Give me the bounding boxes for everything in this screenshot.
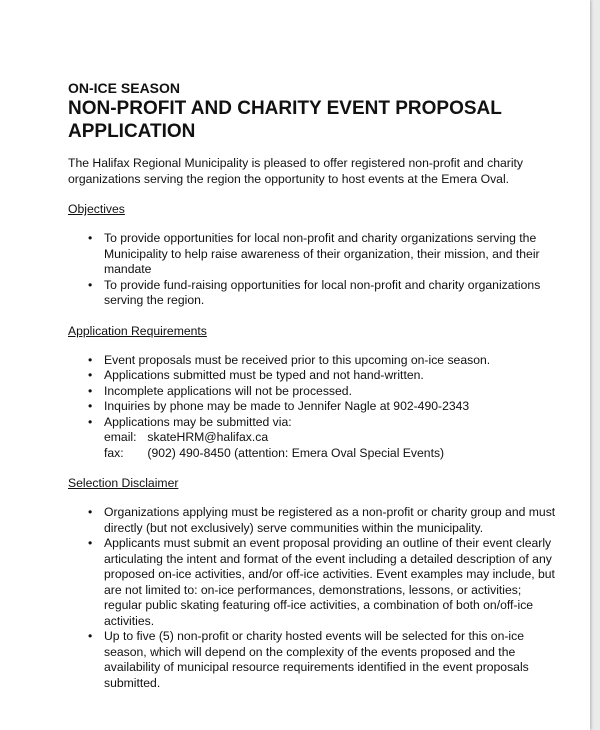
- bullet-icon: •: [88, 414, 93, 429]
- list-item-text: Applications submitted must be typed and not hand-written.: [104, 368, 424, 382]
- list-item: [68, 384, 558, 400]
- list-item-text: To provide opportunities for local non-profit and charity organizations serving the Municipality to help raise awareness of their organization, their mission, and their mandate: [104, 231, 540, 276]
- disclaimer-list: [68, 505, 558, 691]
- list-item-text: Inquiries by phone may be made to Jennifer Nagle at 902-490-2343: [104, 399, 470, 413]
- list-item: [68, 278, 558, 309]
- bullet-icon: •: [88, 629, 93, 643]
- requirements-heading: Application Requirements: [68, 323, 207, 338]
- season-kicker: ON-ICE SEASON: [68, 80, 181, 96]
- bullet-icon: •: [88, 399, 93, 413]
- bullet-icon: •: [88, 352, 93, 367]
- bullet-icon: •: [88, 383, 93, 398]
- email-address: skateHRM@halifax.ca: [147, 430, 269, 444]
- fax-label: fax:: [104, 445, 124, 460]
- document-title-line-2: APPLICATION: [68, 121, 196, 142]
- list-item: [68, 629, 558, 691]
- requirements-list: [68, 353, 558, 462]
- objectives-list: [68, 231, 558, 309]
- list-item: [68, 353, 558, 369]
- email-label: email:: [104, 430, 137, 444]
- list-item: [68, 399, 558, 415]
- list-item: [68, 415, 558, 462]
- bullet-icon: •: [88, 231, 93, 245]
- intro-paragraph: The Halifax Regional Municipality is pleased to offer registered non-profit and charity organizations serving the region the opportunity to host events at the Emera Oval.: [68, 156, 524, 186]
- document-title-line-1: NON-PROFIT AND CHARITY EVENT PROPOSAL: [68, 98, 502, 119]
- objectives-heading: Objectives: [68, 202, 125, 216]
- document-content: [68, 80, 558, 691]
- list-item-text: To provide fund-raising opportunities for local non-profit and charity organizations serving the region.: [104, 277, 541, 307]
- list-item-text: Applicants must submit an event proposal providing an outline of their event clearly articulating the intent and format of the event including a detailed description of any proposed on-ice activities, and/or off-ice activities. Event examples may include, but are not limited to: on-ice performances, demonstrations, lessons, or activities; regular public skating featuring off-ice activities, a combination of both on/off-ice activities.: [104, 536, 555, 628]
- list-item: [68, 536, 558, 629]
- bullet-icon: •: [88, 368, 93, 382]
- list-item-text: Event proposals must be received prior to this upcoming on-ice season.: [104, 352, 491, 367]
- list-item-text: Incomplete applications will not be processed.: [104, 383, 352, 398]
- list-item-text: Organizations applying must be registered as a non-profit or charity group and must directly (but not exclusively) serve communities within the municipality.: [104, 505, 556, 535]
- document-title: [68, 97, 558, 143]
- list-item-text: Applications may be submitted via:: [104, 414, 292, 429]
- list-item-text: Up to five (5) non-profit or charity hosted events will be selected for this on-ice season, which will depend on the complexity of the events proposed and the availability of municipal resource requirements identified in the event proposals submitted.: [104, 629, 529, 690]
- bullet-icon: •: [88, 536, 93, 550]
- list-item: [68, 231, 558, 278]
- bullet-icon: •: [88, 505, 93, 519]
- disclaimer-heading: Selection Disclaimer: [68, 476, 179, 490]
- list-item: [68, 505, 558, 536]
- fax-contact-line: [104, 446, 558, 462]
- bullet-icon: •: [88, 277, 93, 292]
- email-contact-line: [104, 430, 558, 446]
- list-item: [68, 368, 558, 384]
- fax-number: (902) 490-8450 (attention: Emera Oval Special Events): [147, 445, 445, 460]
